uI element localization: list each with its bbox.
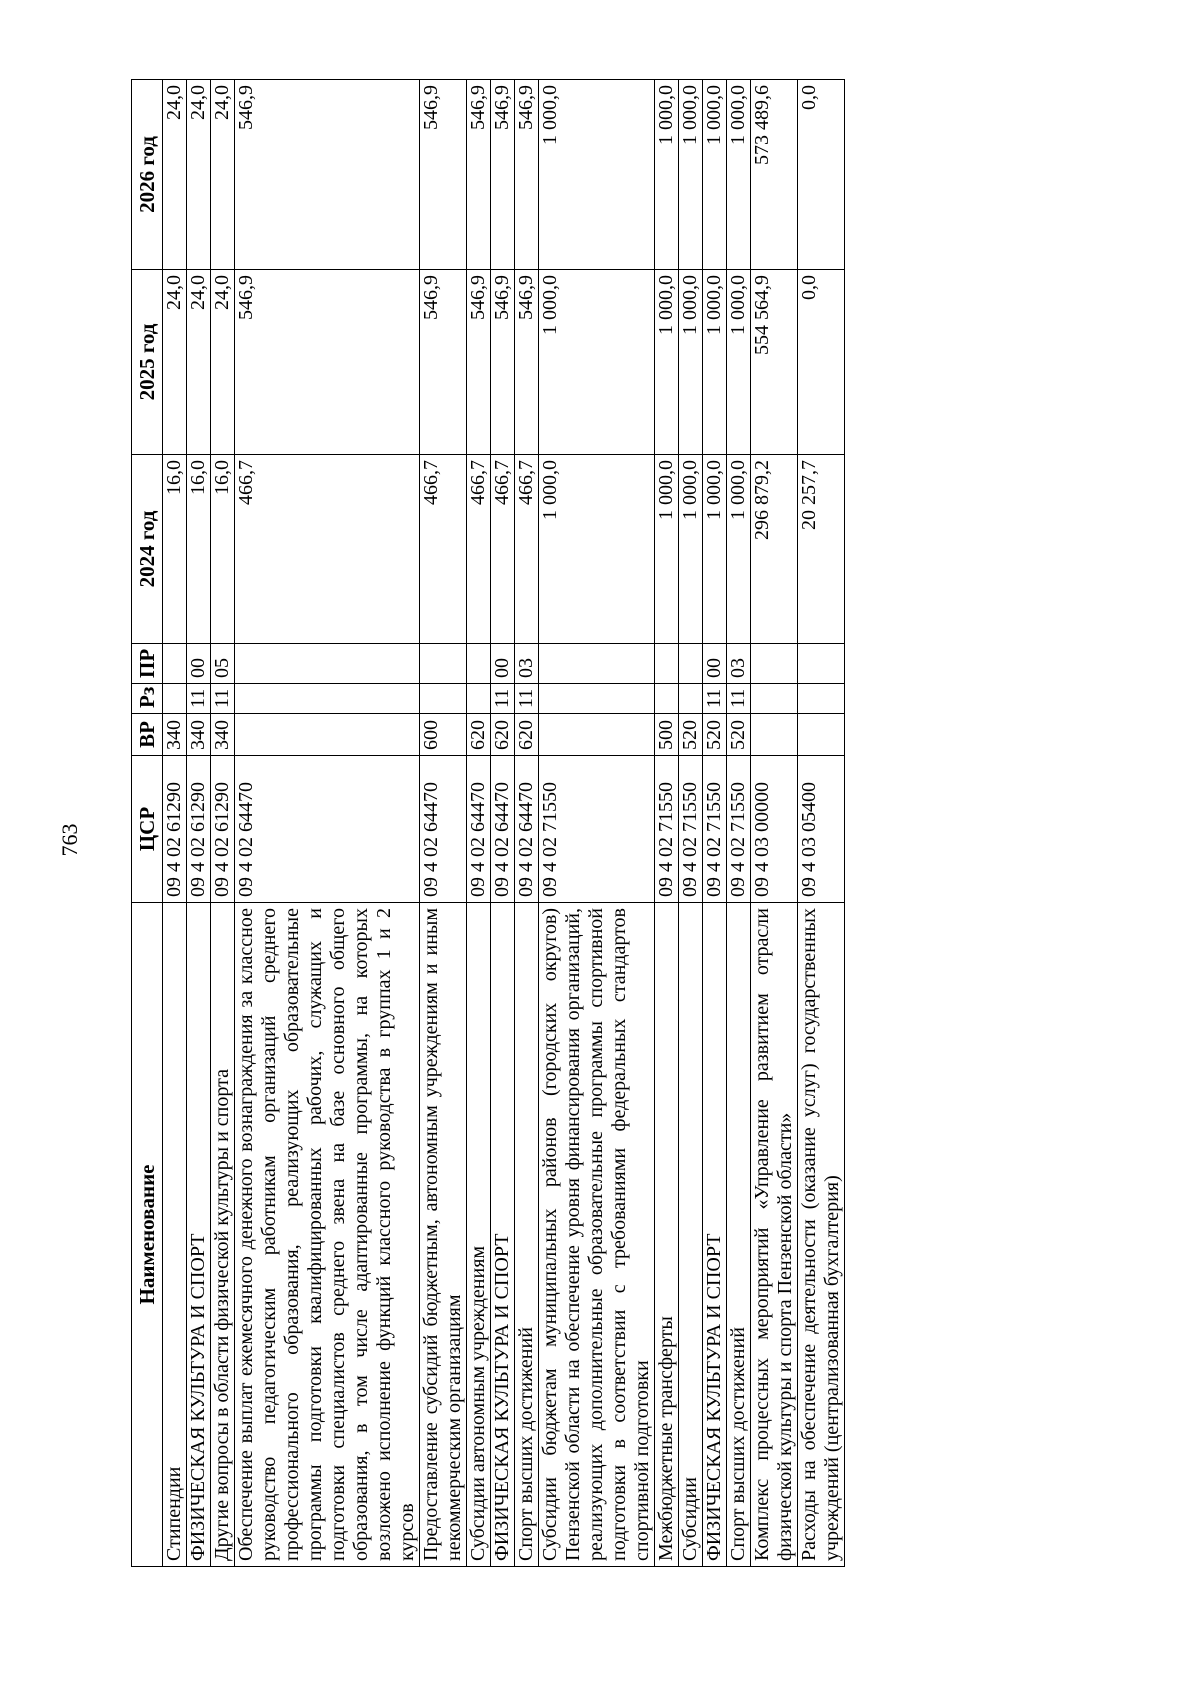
cell-vr [751, 714, 798, 756]
table-row [467, 80, 491, 1567]
cell-2025: 1 000,0 [703, 270, 727, 455]
cell-name: Комплекс процессных мероприятий «Управление развитием отрасли физической культуры и спорта Пензенской области» [751, 903, 798, 1567]
cell-vr: 340 [163, 714, 187, 756]
cell-rz: 11 [491, 684, 515, 714]
cell-pr [235, 644, 420, 684]
cell-pr [798, 644, 845, 684]
cell-pr [163, 644, 187, 684]
cell-2026: 546,9 [491, 80, 515, 270]
cell-2026: 1 000,0 [539, 80, 655, 270]
table-row [187, 80, 211, 1567]
cell-rz [539, 684, 655, 714]
cell-rz: 11 [515, 684, 539, 714]
table-row [211, 80, 235, 1567]
cell-2024: 20 257,7 [798, 455, 845, 644]
cell-pr [679, 644, 703, 684]
cell-pr: 03 [727, 644, 751, 684]
cell-2024: 466,7 [491, 455, 515, 644]
cell-2024: 1 000,0 [727, 455, 751, 644]
cell-rz: 11 [727, 684, 751, 714]
cell-2025: 24,0 [187, 270, 211, 455]
cell-csr: 09 4 02 64470 [235, 756, 420, 903]
cell-csr: 09 4 02 71550 [539, 756, 655, 903]
cell-2026: 546,9 [420, 80, 467, 270]
cell-csr: 09 4 03 05400 [798, 756, 845, 903]
cell-2024: 466,7 [235, 455, 420, 644]
cell-2026: 546,9 [467, 80, 491, 270]
cell-rz: 11 [211, 684, 235, 714]
budget-table [131, 79, 845, 1567]
table-row [515, 80, 539, 1567]
cell-name: Субсидии бюджетам муниципальных районов (городских округов) Пензенской области на обеспечение уровня финансирования организаций, реализующих дополнительные образовательные программы спортивной подготовки в соответствии с требованиями федеральных стандартов спортивной подготовки [539, 903, 655, 1567]
table-row [491, 80, 515, 1567]
header-2025: 2025 год [132, 270, 163, 455]
cell-vr: 600 [420, 714, 467, 756]
cell-pr [751, 644, 798, 684]
cell-pr: 00 [703, 644, 727, 684]
header-name: Наименование [132, 903, 163, 1567]
cell-name: ФИЗИЧЕСКАЯ КУЛЬТУРА И СПОРТ [491, 903, 515, 1567]
cell-pr [467, 644, 491, 684]
cell-csr: 09 4 02 61290 [211, 756, 235, 903]
cell-name: Межбюджетные трансферты [655, 903, 679, 1567]
table-row [679, 80, 703, 1567]
cell-vr: 620 [491, 714, 515, 756]
cell-rz [655, 684, 679, 714]
table-row [798, 80, 845, 1567]
table-row [420, 80, 467, 1567]
table-row [655, 80, 679, 1567]
cell-vr [539, 714, 655, 756]
cell-rz [798, 684, 845, 714]
cell-name: Спорт высших достижений [515, 903, 539, 1567]
cell-rz [420, 684, 467, 714]
cell-rz [751, 684, 798, 714]
header-csr: ЦСР [132, 756, 163, 903]
cell-vr: 340 [187, 714, 211, 756]
cell-csr: 09 4 02 61290 [187, 756, 211, 903]
cell-name: Субсидии [679, 903, 703, 1567]
cell-pr: 05 [211, 644, 235, 684]
header-2024: 2024 год [132, 455, 163, 644]
cell-pr [539, 644, 655, 684]
cell-csr: 09 4 02 71550 [655, 756, 679, 903]
cell-csr: 09 4 02 71550 [679, 756, 703, 903]
cell-2025: 1 000,0 [679, 270, 703, 455]
cell-vr: 520 [727, 714, 751, 756]
page-number: 763 [57, 823, 82, 857]
header-2026: 2026 год [132, 80, 163, 270]
cell-2026: 573 489,6 [751, 80, 798, 270]
table-row [235, 80, 420, 1567]
cell-name: ФИЗИЧЕСКАЯ КУЛЬТУРА И СПОРТ [187, 903, 211, 1567]
table-row [539, 80, 655, 1567]
cell-2026: 546,9 [235, 80, 420, 270]
table-row [751, 80, 798, 1567]
cell-2025: 546,9 [467, 270, 491, 455]
cell-2025: 546,9 [491, 270, 515, 455]
cell-vr: 620 [515, 714, 539, 756]
cell-2024: 16,0 [187, 455, 211, 644]
cell-csr: 09 4 02 61290 [163, 756, 187, 903]
cell-pr: 00 [491, 644, 515, 684]
cell-2025: 1 000,0 [655, 270, 679, 455]
cell-name: Обеспечение выплат ежемесячного денежного вознаграждения за классное руководство педагогическим работникам организаций среднего профессионального образования, реализующих образовательные программы подготовки квалифицированных рабочих, служащих и подготовки специалистов среднего звена на базе основного общего образования, в том числе адаптированные программы, на которых возложено исполнение функций классного руководства в группах 1 и 2 курсов [235, 903, 420, 1567]
cell-2024: 16,0 [163, 455, 187, 644]
cell-2026: 1 000,0 [727, 80, 751, 270]
cell-vr [235, 714, 420, 756]
cell-name: Предоставление субсидий бюджетным, автономным учреждениям и иным некоммерческим организациям [420, 903, 467, 1567]
cell-2025: 1 000,0 [539, 270, 655, 455]
cell-name: ФИЗИЧЕСКАЯ КУЛЬТУРА И СПОРТ [703, 903, 727, 1567]
cell-2025: 546,9 [515, 270, 539, 455]
cell-name: Субсидии автономным учреждениям [467, 903, 491, 1567]
cell-2026: 0,0 [798, 80, 845, 270]
cell-pr [420, 644, 467, 684]
cell-2024: 1 000,0 [539, 455, 655, 644]
cell-csr: 09 4 02 71550 [703, 756, 727, 903]
cell-vr: 520 [679, 714, 703, 756]
cell-csr: 09 4 02 64470 [420, 756, 467, 903]
cell-pr [655, 644, 679, 684]
header-row [132, 80, 163, 1567]
cell-pr: 03 [515, 644, 539, 684]
cell-2025: 0,0 [798, 270, 845, 455]
cell-csr: 09 4 02 64470 [467, 756, 491, 903]
cell-2025: 24,0 [163, 270, 187, 455]
cell-name: Стипендии [163, 903, 187, 1567]
cell-vr: 500 [655, 714, 679, 756]
cell-vr [798, 714, 845, 756]
cell-name: Расходы на обеспечение деятельности (оказание услуг) государственных учреждений (централизованная бухгалтерия) [798, 903, 845, 1567]
cell-csr: 09 4 02 64470 [491, 756, 515, 903]
cell-2025: 1 000,0 [727, 270, 751, 455]
cell-csr: 09 4 03 00000 [751, 756, 798, 903]
cell-rz [163, 684, 187, 714]
cell-2025: 546,9 [420, 270, 467, 455]
cell-2024: 1 000,0 [703, 455, 727, 644]
header-pr: ПР [132, 644, 163, 684]
cell-2024: 1 000,0 [679, 455, 703, 644]
cell-csr: 09 4 02 64470 [515, 756, 539, 903]
cell-2026: 24,0 [163, 80, 187, 270]
header-rz: Рз [132, 684, 163, 714]
table-row [703, 80, 727, 1567]
rotated-page-content [131, 80, 1047, 1567]
cell-rz [235, 684, 420, 714]
cell-name: Спорт высших достижений [727, 903, 751, 1567]
cell-pr: 00 [187, 644, 211, 684]
cell-vr: 520 [703, 714, 727, 756]
cell-rz: 11 [187, 684, 211, 714]
cell-2026: 24,0 [211, 80, 235, 270]
cell-2026: 1 000,0 [655, 80, 679, 270]
cell-rz [467, 684, 491, 714]
cell-2026: 1 000,0 [703, 80, 727, 270]
cell-2026: 546,9 [515, 80, 539, 270]
table-row [727, 80, 751, 1567]
cell-2024: 466,7 [467, 455, 491, 644]
cell-rz [679, 684, 703, 714]
cell-2025: 24,0 [211, 270, 235, 455]
cell-2024: 466,7 [515, 455, 539, 644]
cell-2026: 24,0 [187, 80, 211, 270]
cell-rz: 11 [703, 684, 727, 714]
table-row [163, 80, 187, 1567]
cell-2024: 466,7 [420, 455, 467, 644]
cell-csr: 09 4 02 71550 [727, 756, 751, 903]
cell-vr: 340 [211, 714, 235, 756]
cell-2024: 296 879,2 [751, 455, 798, 644]
cell-2024: 16,0 [211, 455, 235, 644]
cell-2026: 1 000,0 [679, 80, 703, 270]
cell-2025: 554 564,9 [751, 270, 798, 455]
cell-2024: 1 000,0 [655, 455, 679, 644]
header-vr: ВР [132, 714, 163, 756]
cell-2025: 546,9 [235, 270, 420, 455]
cell-name: Другие вопросы в области физической культуры и спорта [211, 903, 235, 1567]
cell-vr: 620 [467, 714, 491, 756]
